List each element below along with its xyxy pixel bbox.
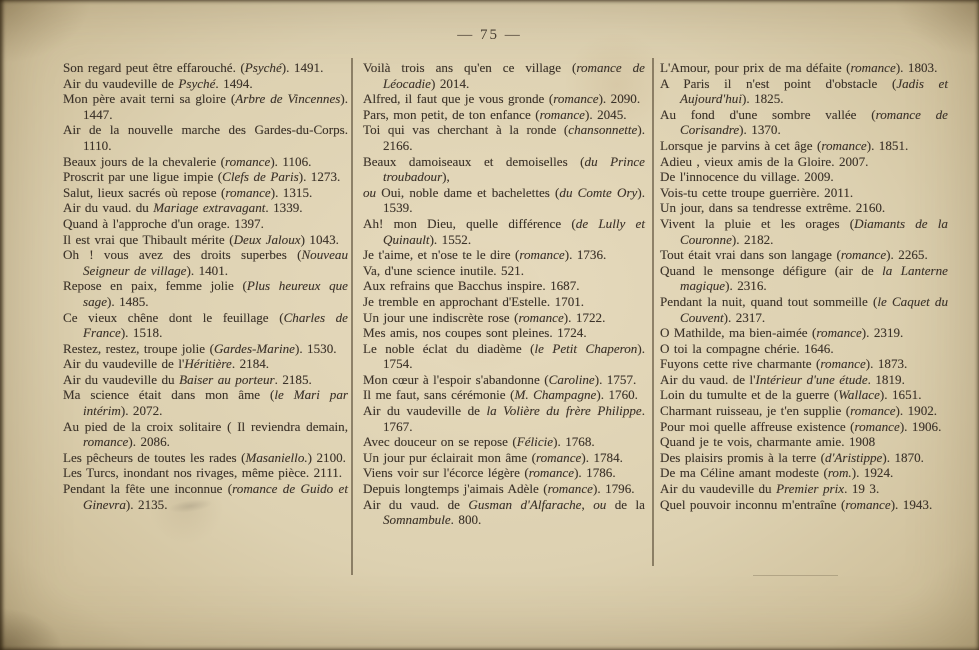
index-entry: Quand le mensonge défigure (air de la Lanterne magique). 2316. (660, 262, 948, 294)
index-entry: Oh ! vous avez des droits superbes (Nouveau Seigneur de village). 1401. (63, 247, 348, 278)
index-entry: O toi la compagne chérie. 1646. (660, 340, 834, 356)
index-entry: Les pêcheurs de toutes les rades (Masaniello.) 2100. (63, 449, 346, 465)
index-entry: Quand à l'approche d'un orage. 1397. (63, 215, 264, 231)
index-entry: Alfred, il faut que je vous gronde (romance). 2090. (363, 91, 641, 107)
index-entry: Un jour, dans sa tendresse extrême. 2160. (660, 200, 886, 216)
index-entry: De l'innocence du village. 2009. (660, 169, 834, 185)
index-entry: Depuis longtemps j'aimais Adèle (romance). 1796. (363, 481, 635, 497)
index-entry: Quand je te vois, charmante amie. 1908 (660, 434, 876, 450)
index-entry: De ma Céline amant modeste (rom.). 1924. (660, 465, 894, 481)
index-column-3 (660, 60, 948, 512)
index-entry: Mon cœur à l'espoir s'abandonne (Caroline). 1757. (363, 371, 637, 387)
index-entry: Aux refrains que Bacchus inspire. 1687. (363, 278, 580, 294)
index-entry: Tout était vrai dans son langage (romance). 2265. (660, 247, 928, 263)
index-entry: Restez, restez, troupe jolie (Gardes-Marine). 1530. (63, 340, 337, 356)
index-entry: Salut, lieux sacrés où repose (romance). 1315. (63, 184, 313, 200)
index-entry: Au fond d'une sombre vallée (romance de Corisandre). 1370. (660, 106, 948, 138)
index-entry: Fuyons cette rive charmante (romance). 1873. (660, 356, 908, 372)
index-entry: Pars, mon petit, de ton enfance (romance). 2045. (363, 106, 627, 122)
index-entry: Quel pouvoir inconnu m'entraîne (romance). 1943. (660, 496, 933, 512)
faint-end-rule (753, 575, 838, 576)
index-entry: Repose en paix, femme jolie (Plus heureux que sage). 1485. (63, 278, 348, 309)
index-entry: Air de la nouvelle marche des Gardes-du-Corps. 1110. (63, 122, 348, 153)
index-column-1 (63, 60, 348, 512)
index-entry: Air du vaudeville du Baiser au porteur. 2185. (63, 371, 312, 387)
column-divider-left (351, 58, 353, 575)
index-entry: Je tremble en approchant d'Estelle. 1701. (363, 293, 585, 309)
index-entry: Loin du tumulte et de la guerre (Wallace). 1651. (660, 387, 922, 403)
index-entry: Vois-tu cette troupe guerrière. 2011. (660, 184, 854, 200)
index-entry: O Mathilde, ma bien-aimée (romance). 2319. (660, 325, 904, 341)
index-entry: Air du vaudeville de l'Héritière. 2184. (63, 356, 270, 372)
index-entry: Pour moi quelle affreuse existence (romance). 1906. (660, 418, 942, 434)
index-entry: Son regard peut être effarouché. (Psyché). 1491. (63, 60, 324, 75)
index-entry: Air du vaud. du Mariage extravagant. 1339. (63, 200, 303, 216)
index-entry: A Paris il n'est point d'obstacle (Jadis et Aujourd'hui). 1825. (660, 75, 948, 107)
index-entry: Il est vrai que Thibault mérite (Deux Jaloux) 1043. (63, 231, 339, 247)
index-entry: Ce vieux chêne dont le feuillage (Charles de France). 1518. (63, 309, 348, 341)
index-entry: Vivent la pluie et les orages (Diamants de la Couronne). 2182. (660, 215, 948, 247)
index-entry: Au pied de la croix solitaire ( Il reviendra demain, romance). 2086. (63, 418, 348, 450)
index-entry: Mes amis, nos coupes sont pleines. 1724. (363, 325, 587, 341)
index-entry: Ah! mon Dieu, quelle différence (de Lully et Quinault). 1552. (363, 215, 645, 247)
index-entry: Des plaisirs promis à la terre (d'Aristippe). 1870. (660, 449, 924, 465)
index-entry: Air du vaudeville de la Volière du frère Philippe. 1767. (363, 403, 646, 434)
index-entry: Air du vaudeville de Psyché. 1494. (63, 75, 253, 91)
index-entry: Proscrit par une ligue impie (Clefs de Paris). 1273. (63, 169, 341, 185)
index-entry: Adieu , vieux amis de la Gloire. 2007. (660, 153, 869, 169)
index-entry: Va, d'une science inutile. 521. (363, 262, 524, 278)
index-entry: Lorsque je parvins à cet âge (romance). 1851. (660, 137, 909, 153)
column-divider-right (652, 58, 654, 566)
index-entry: Le noble éclat du diadème (le Petit Chaperon). 1754. (363, 340, 645, 372)
index-entry: Je t'aime, et n'ose te le dire (romance). 1736. (363, 247, 607, 263)
index-entry: Pendant la nuit, quand tout sommeille (le Caquet du Couvent). 2317. (660, 293, 948, 325)
index-entry: Pendant la fête une inconnue (romance de Guido et Ginevra). 2135. (63, 481, 349, 512)
index-entry: Il me faut, sans cérémonie (M. Champagne). 1760. (363, 387, 638, 403)
index-entry: Viens voir sur l'écorce légère (romance). 1786. (363, 465, 616, 481)
index-entry: Air du vaudeville du Premier prix. 19 3. (660, 481, 880, 497)
index-entry: Mon père avait terni sa gloire (Arbre de Vincennes). 1447. (63, 91, 349, 122)
index-entry: ou Oui, noble dame et bachelettes (du Comte Ory). 1539. (363, 184, 645, 216)
index-entry: Ma science était dans mon âme (le Mari par intérim). 2072. (63, 387, 348, 419)
index-entry: Un jour une indiscrète rose (romance). 1722. (363, 309, 606, 325)
index-entry: Les Turcs, inondant nos rivages, même pièce. 2111. (63, 465, 343, 481)
index-entry: Beaux jours de la chevalerie (romance). 1106. (63, 153, 312, 169)
index-entry: Charmant ruisseau, je t'en supplie (romance). 1902. (660, 403, 938, 419)
index-entry: Air du vaud. de l'Intérieur d'une étude. 1819. (660, 371, 905, 387)
index-column-2 (363, 60, 645, 528)
index-entry: Un jour pur éclairait mon âme (romance). 1784. (363, 449, 623, 465)
index-entry: Beaux damoiseaux et demoiselles (du Prince troubadour), (363, 153, 645, 185)
page-number: — 75 — (457, 27, 522, 43)
index-entry: Toi qui vas cherchant à la ronde (chansonnette). 2166. (363, 122, 645, 153)
index-entry: Avec douceur on se repose (Félicie). 1768. (363, 434, 595, 450)
index-entry: L'Amour, pour prix de ma défaite (romance). 1803. (660, 60, 938, 75)
index-entry: Air du vaud. de Gusman d'Alfarache, ou de la Somnambule. 800. (363, 496, 645, 528)
index-entry: Voilà trois ans qu'en ce village (romance de Léocadie) 2014. (363, 60, 645, 91)
